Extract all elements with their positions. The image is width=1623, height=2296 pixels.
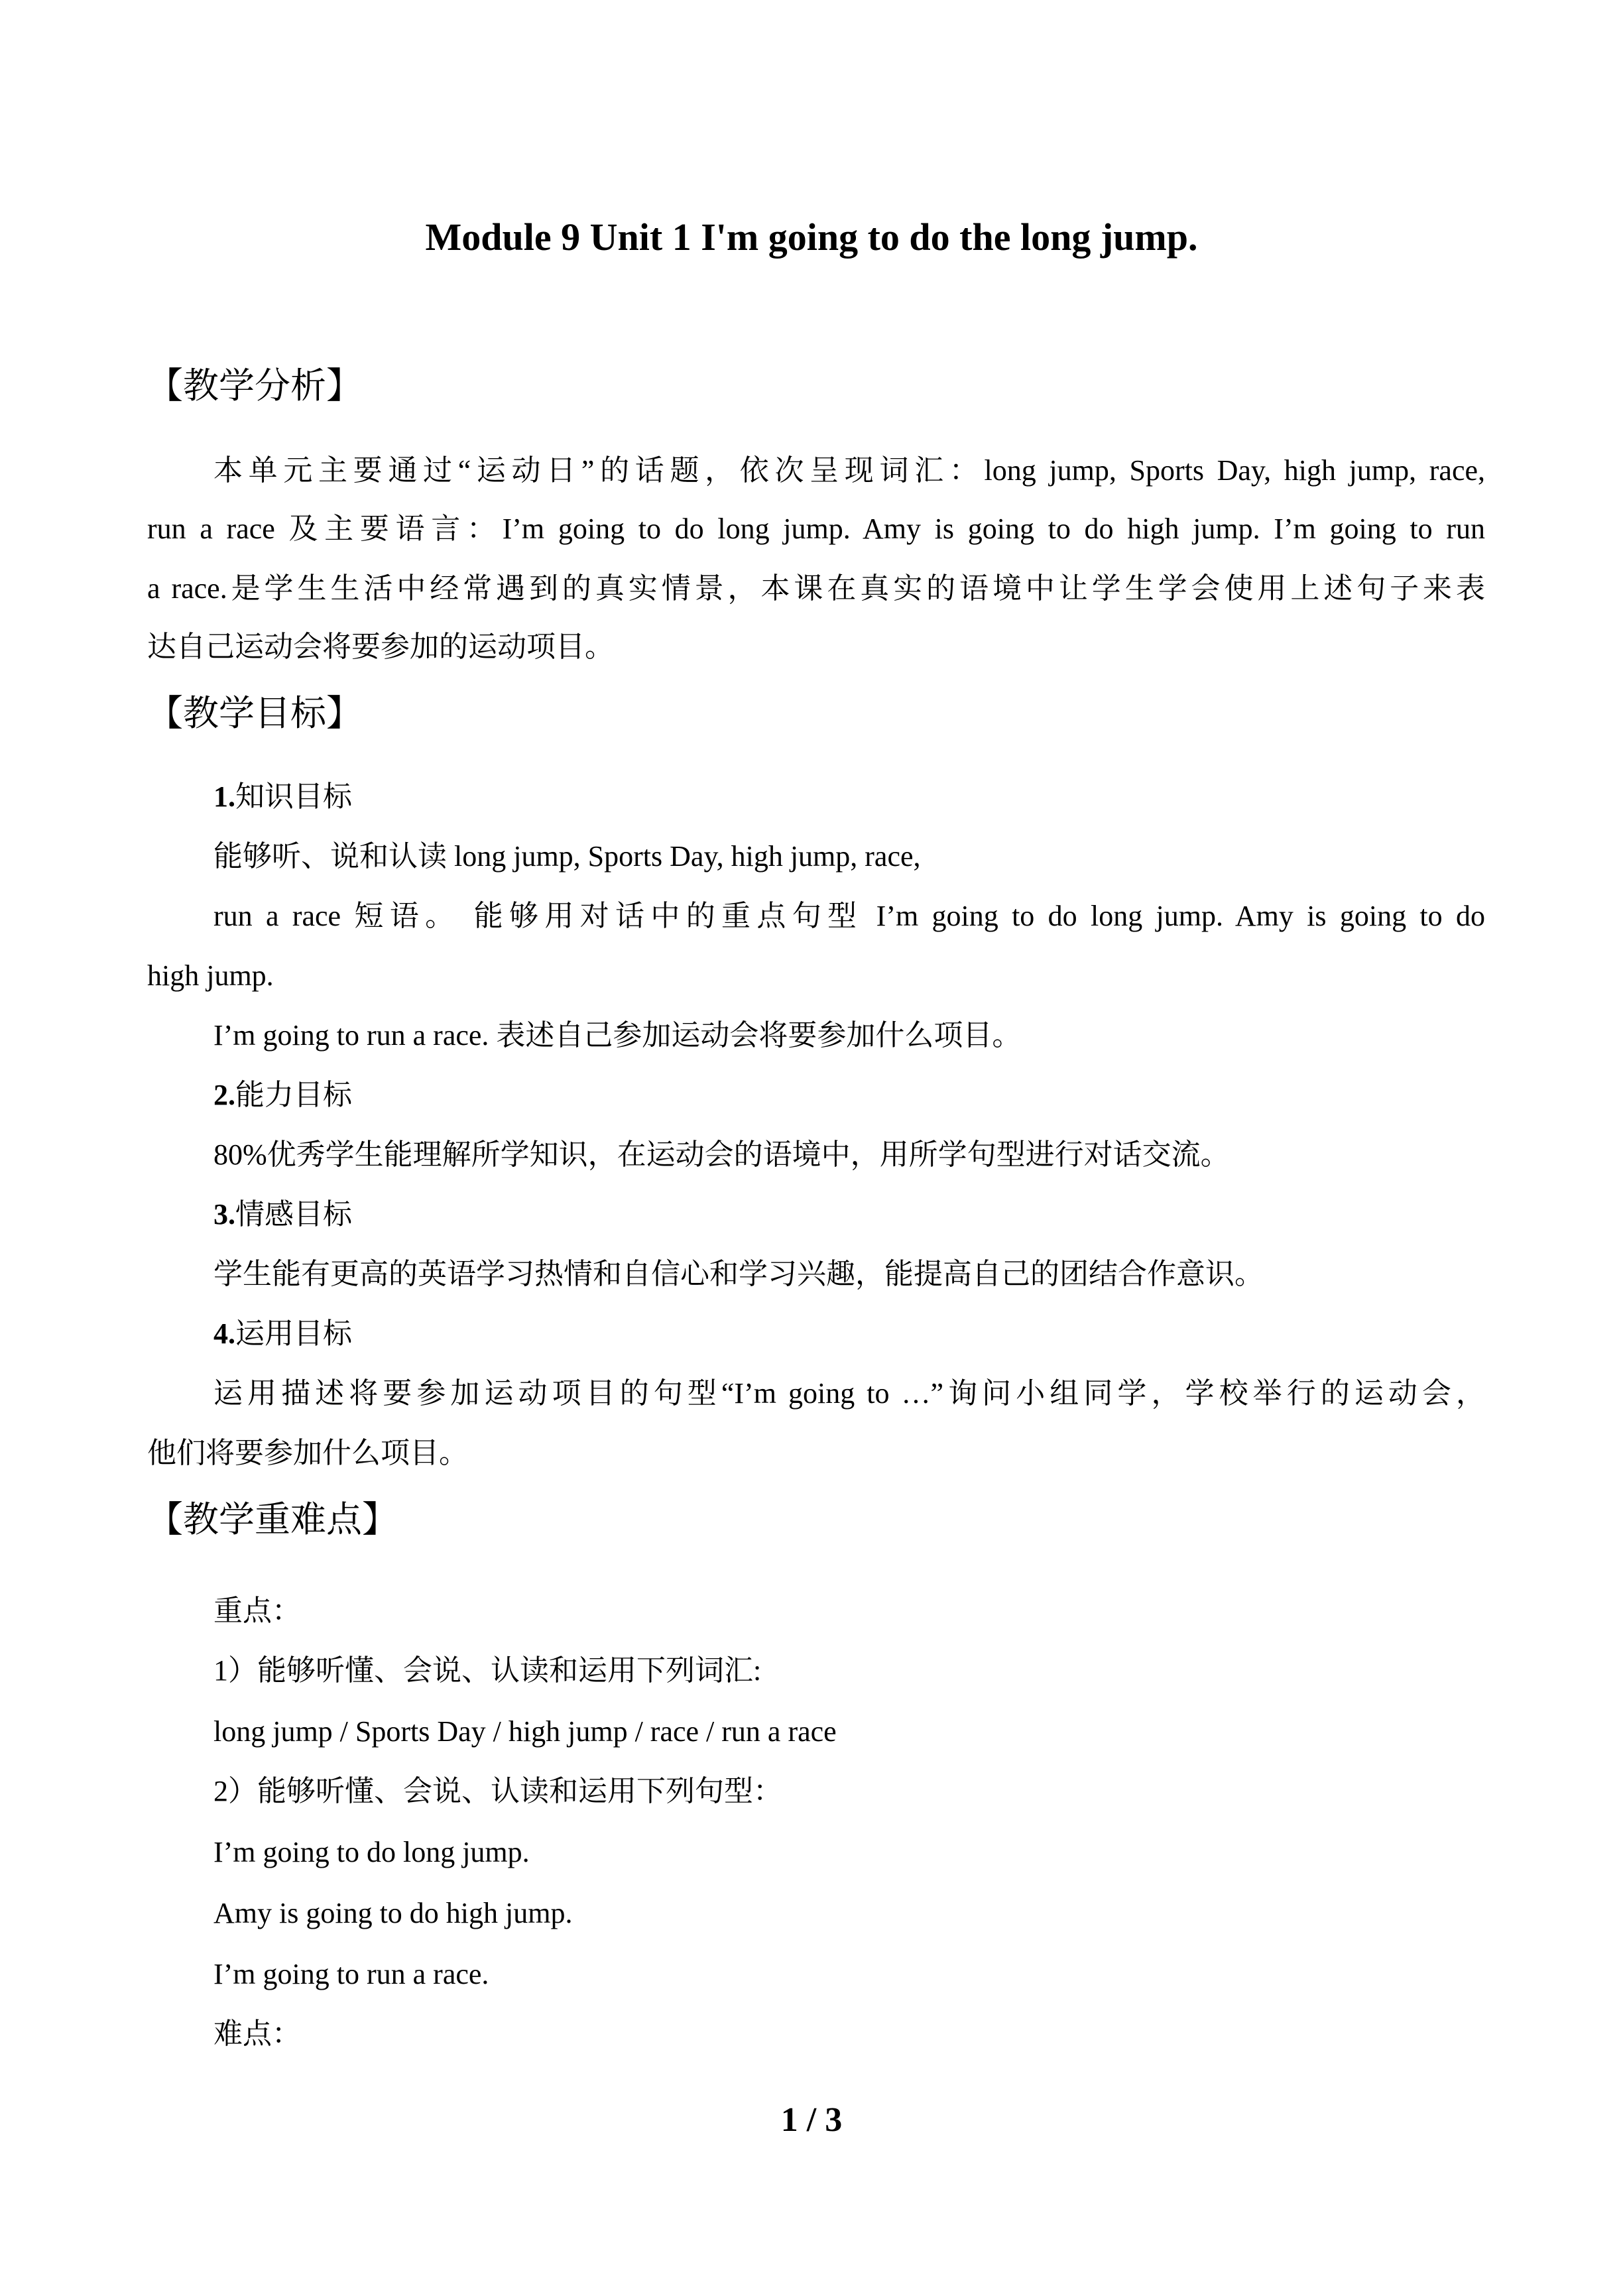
objective-2-line: 80%优秀学生能理解所学知识，在运动会的语境中，用所学句型进行对话交流。	[213, 1138, 1230, 1171]
section-heading-keypoints: 【教学重难点】	[147, 1500, 398, 1540]
objective-3-label: 情感目标	[235, 1198, 352, 1231]
objective-2-label: 能力目标	[235, 1079, 352, 1111]
page-number: 1 / 3	[780, 2101, 843, 2139]
objective-4-number: 4.	[213, 1317, 235, 1350]
keypoints-line-6: Amy is going to do high jump.	[213, 1897, 573, 1929]
objective-1-line-3: high jump.	[147, 959, 274, 992]
keypoints-line-3: long jump / Sports Day / high jump / race / run a race	[213, 1715, 837, 1748]
keypoints-line-4: 2）能够听懂、会说、认读和运用下列句型：	[213, 1775, 782, 1807]
objective-4-label: 运用目标	[235, 1317, 352, 1350]
keypoints-line-5: I’m going to do long jump.	[213, 1836, 530, 1868]
keypoints-line-2: 1）能够听懂、会说、认读和运用下列词汇:	[213, 1654, 762, 1687]
keypoints-line-8: 难点：	[213, 2018, 301, 2050]
objective-4-line-2: 他们将要参加什么项目。	[147, 1437, 468, 1469]
objective-1-title	[213, 777, 352, 817]
objective-3-number: 3.	[213, 1198, 235, 1231]
objective-3-title	[213, 1195, 352, 1235]
objective-2-number: 2.	[213, 1079, 235, 1111]
objective-3-line: 学生能有更高的英语学习热情和自信心和学习兴趣，能提高自己的团结合作意识。	[213, 1258, 1264, 1290]
section-heading-analysis: 【教学分析】	[147, 366, 362, 406]
objective-1-line-4: I’m going to run a race. 表述自己参加运动会将要参加什么项目。	[213, 1019, 1022, 1052]
analysis-line-1: 本单元主要通过“运动日”的话题，依次呈现词汇：long jump, Sports Day, high jump, race,	[213, 454, 1486, 487]
section-heading-objectives: 【教学目标】	[147, 694, 362, 733]
objective-1-line-2: run a race 短语。 能够用对话中的重点句型 I’m going to do long jump. Amy is going to do	[213, 900, 1485, 932]
objective-4-line-1: 运用描述将要参加运动项目的句型“I’m going to …”询问小组同学，学校举行的运动会，	[213, 1377, 1485, 1410]
analysis-line-3: a race.是学生生活中经常遇到的真实情景，本课在真实的语境中让学生学会使用上述句子来表	[147, 572, 1485, 605]
objective-4-title	[213, 1314, 352, 1354]
objective-1-label: 知识目标	[235, 780, 352, 813]
keypoints-line-7: I’m going to run a race.	[213, 1958, 489, 1990]
keypoints-line-1: 重点：	[213, 1595, 301, 1627]
page-title: Module 9 Unit 1 I'm going to do the long jump.	[425, 215, 1198, 259]
objective-2-title	[213, 1075, 352, 1115]
analysis-line-2: run a race 及主要语言：I’m going to do long jump. Amy is going to do high jump. I’m going to run	[147, 513, 1485, 545]
objective-1-number: 1.	[213, 780, 235, 813]
objective-1-line-1: 能够听、说和认读 long jump, Sports Day, high jump, race,	[213, 840, 921, 873]
analysis-line-4: 达自己运动会将要参加的运动项目。	[147, 631, 614, 663]
